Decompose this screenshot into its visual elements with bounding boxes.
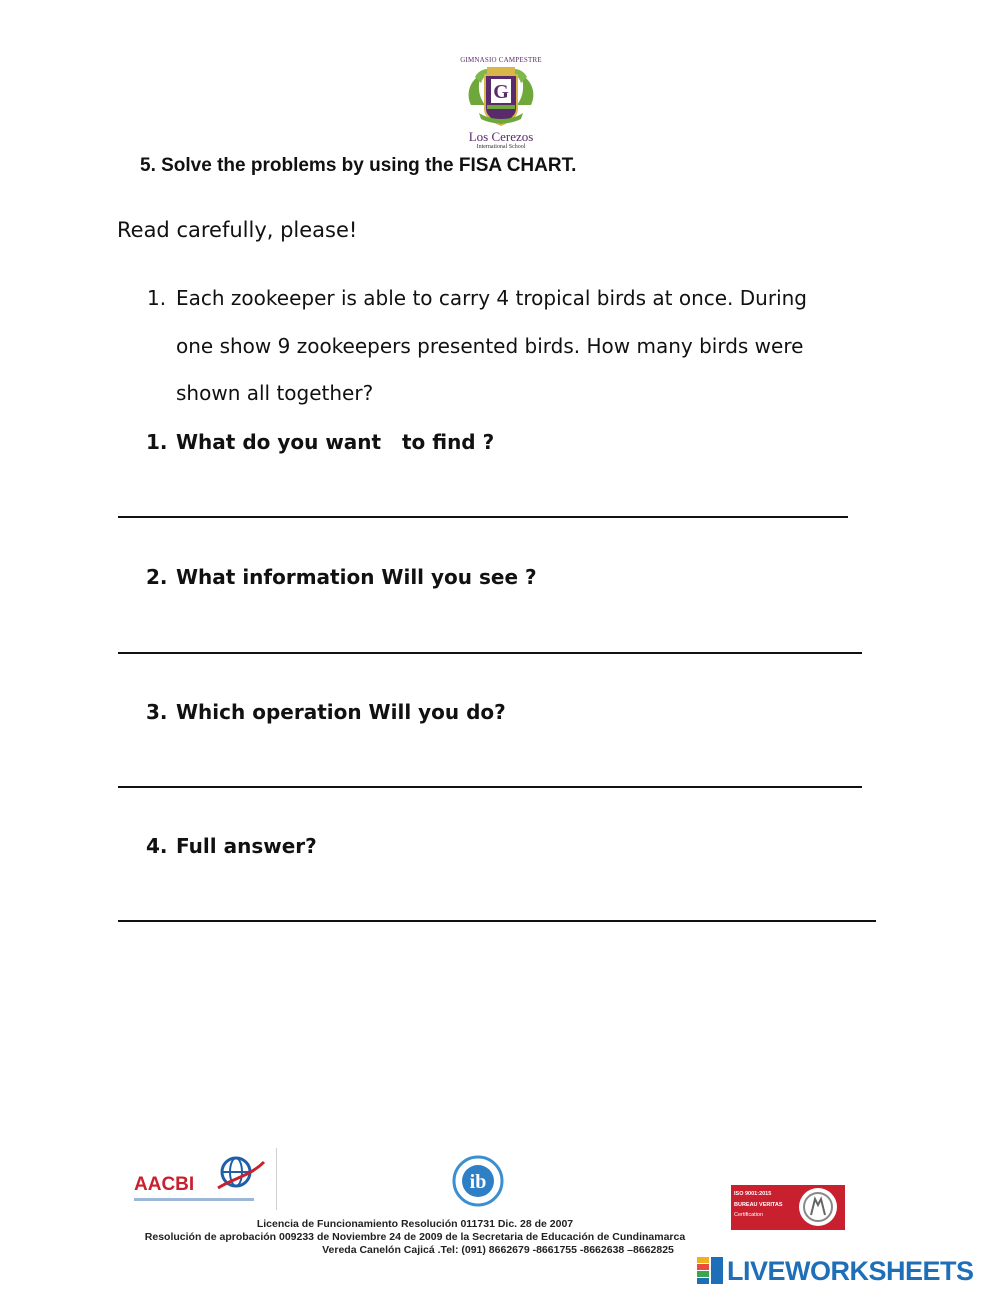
svg-text:G: G (493, 81, 509, 103)
question-operation: Which operation Will you do? (176, 700, 506, 724)
section-title: 5. Solve the problems by using the FISA CHART. (140, 155, 577, 176)
school-logo (455, 56, 547, 152)
liveworksheets-label: LIVEWORKSHEETS (727, 1256, 974, 1286)
problem-line: one show 9 zookeepers presented birds. How many birds were (176, 334, 804, 358)
aacbi-label: AACBI (134, 1174, 195, 1195)
bv-cert: Certification (734, 1212, 764, 1218)
school-subtitle: International School (476, 144, 526, 150)
globe-icon (216, 1154, 266, 1196)
school-name: Los Cerezos (468, 129, 534, 144)
aacbi-logo (130, 1148, 277, 1210)
footer-address: Vereda Canelón Cajicá .Tel: (091) 8662679 -8661755 -8662638 –8662825 (322, 1244, 674, 1256)
school-top-text: GIMNASIO CAMPESTRE (460, 56, 542, 64)
answer-line-4[interactable] (118, 920, 876, 922)
answer-line-1[interactable] (118, 516, 848, 518)
intro-text: Read carefully, please! (117, 218, 358, 242)
question-find: What do you want to find ? (176, 430, 495, 454)
school-crest-icon (465, 65, 537, 129)
bv-iso: ISO 9001:2015 (734, 1191, 772, 1197)
answer-line-2[interactable] (118, 652, 862, 654)
bv-name: BUREAU VERITAS (734, 1202, 783, 1208)
problem-line: shown all together? (176, 381, 374, 405)
liveworksheets-blocks-icon (697, 1257, 723, 1285)
answer-line-3[interactable] (118, 786, 862, 788)
question-number: 3. (146, 700, 168, 724)
question-number: 2. (146, 565, 168, 589)
ib-logo-icon (452, 1155, 504, 1207)
svg-text:ib: ib (469, 1171, 487, 1193)
question-number: 4. (146, 834, 168, 858)
question-information: What information Will you see ? (176, 565, 537, 589)
liveworksheets-brand[interactable] (697, 1256, 995, 1286)
aacbi-underline (134, 1198, 254, 1201)
footer-approval: Resolución de aprobación 009233 de Noviembre 24 de 2009 de la Secretaria de Educación de Cundinamarca (144, 1231, 686, 1243)
question-full-answer: Full answer? (176, 834, 317, 858)
question-number: 1. (146, 430, 168, 454)
problem-number: 1. (147, 286, 167, 310)
footer-license: Licencia de Funcionamiento Resolución 011731 Dic. 28 de 2007 (256, 1218, 574, 1230)
problem-line: Each zookeeper is able to carry 4 tropical birds at once. During (176, 286, 807, 310)
